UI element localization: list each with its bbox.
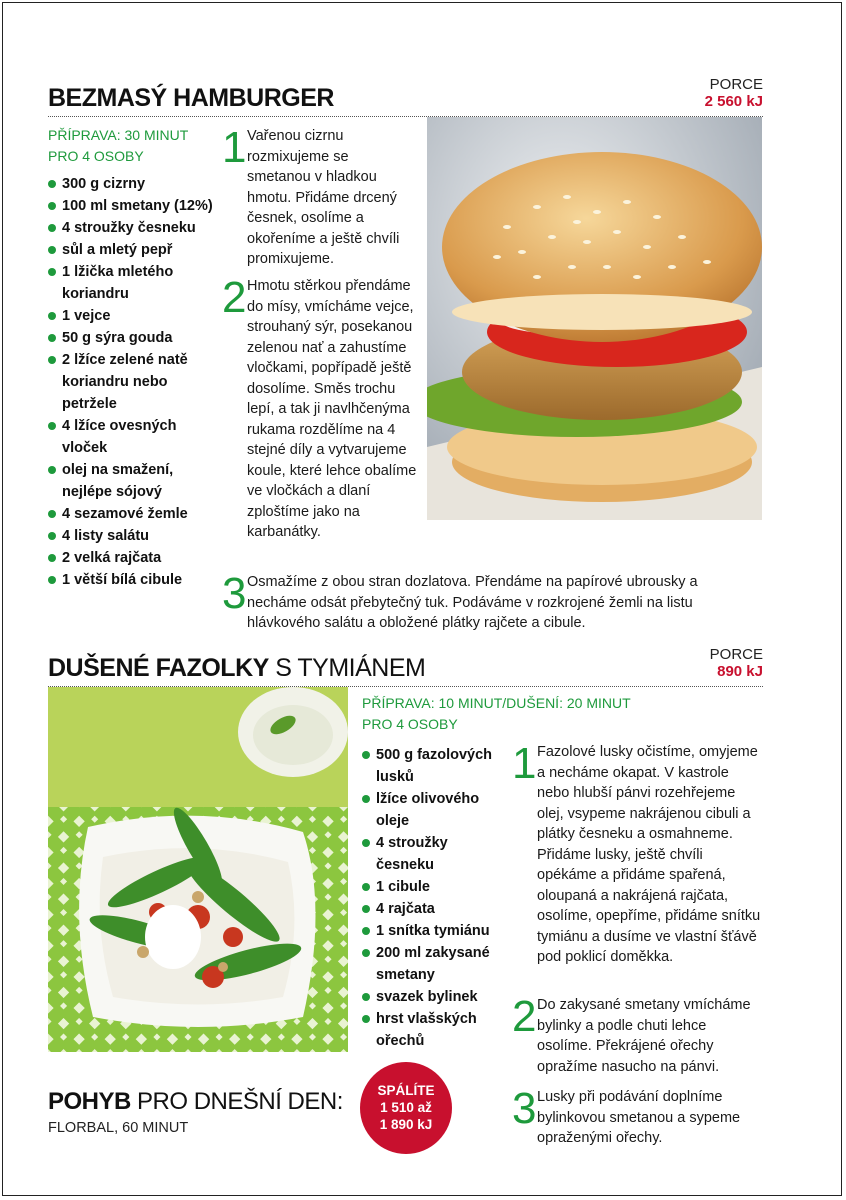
recipe1-prep: PŘÍPRAVA: 30 MINUT [48, 127, 189, 143]
ingredient-item: 1 snítka tymiánu [362, 920, 502, 942]
burger-photo [427, 117, 762, 520]
pohyb-title [48, 1088, 343, 1116]
ingredient-item: 2 velká rajčata [48, 547, 213, 569]
ingredient-item: 4 stroužky česneku [362, 832, 502, 876]
recipe1-ingredients [48, 173, 213, 591]
green-beans-photo [48, 687, 348, 1052]
recipe1-step1-text: Vařenou cizrnu rozmixujeme se smetanou v hladkou hmotu. Přidáme drcený česnek, osolíme a okořeníme a ještě chvíli promixujeme. [247, 128, 400, 267]
ingredient-item: olej na smažení, nejlépe sójový [48, 459, 213, 503]
recipe1-step3-text: Osmažíme z obou stran dozlatova. Přendáme na papírové ubrousky a necháme odsát přebytečný tuk. Podáváme v rozkrojené žemli na listu hlávkového salátu a obložené plátky rajčete a cibule. [247, 574, 698, 631]
recipe1-step2-text: Hmotu stěrkou přendáme do mísy, vmícháme vejce, strouhaný sýr, posekanou zelenou nať a zahustíme vločkami, popřípadě ještě dosolíme. Směs trochu lepí, a tak ji navlhčenýma rukama rozdělíme na 4 stejné díly a vytvarujeme koule, které lehce obalíme ve vločkách a dlaní zploštíme jako na karbanátky. [247, 278, 417, 540]
recipe2-title [48, 654, 425, 683]
ingredient-item: 4 stroužky česneku [48, 217, 213, 239]
ingredient-item: 4 listy salátu [48, 525, 213, 547]
burger-illustration [427, 117, 762, 520]
ingredient-item: 1 lžička mletého koriandru [48, 261, 213, 305]
recipe2-porce-label: PORCE [709, 646, 763, 663]
ingredient-item: 1 cibule [362, 876, 502, 898]
recipe1-step1-number: 1 [222, 123, 247, 172]
badge-line3: 1 890 kJ [379, 1117, 433, 1132]
recipe2-title-light: S TYMIÁNEM [268, 654, 426, 682]
recipe1-porce-label: PORCE [709, 76, 763, 93]
badge-line1: SPÁLÍTE [377, 1083, 435, 1098]
ingredient-item: 50 g sýra gouda [48, 327, 213, 349]
recipe2-ingredients [362, 744, 502, 1052]
recipe2-step2-number: 2 [512, 992, 537, 1041]
ingredient-item: 300 g cizrny [48, 173, 213, 195]
pohyb-title-bold: POHYB [48, 1088, 131, 1115]
recipe2-porce [710, 646, 763, 680]
recipe2-step3-number: 3 [512, 1084, 537, 1133]
recipe1-step3-number: 3 [222, 569, 247, 618]
recipe2-title-bold: DUŠENÉ FAZOLKY [48, 654, 269, 682]
recipe2-servings: PRO 4 OSOBY [362, 716, 458, 732]
ingredient-item: 100 ml smetany (12%) [48, 195, 213, 217]
ingredient-item: 4 rajčata [362, 898, 502, 920]
recipe2-step1-number: 1 [512, 739, 537, 788]
recipe2-porce-value: 890 kJ [717, 663, 763, 680]
recipe2-step1-text: Fazolové lusky očistíme, omyjeme a necháme okapat. V kastrole nebo hlubší pánvi rozehřejeme olej, vsypeme nakrájenou cibuli a plátky česneku a osmahneme. Přidáme lusky, ještě chvíli opékáme a přidáme spařená, oloupaná a nakrájená rajčata, osolíme, opepříme, přidáme snítku tymiánu a dusíme ve vlastní šťávě pod poklicí doměkka. [537, 744, 761, 965]
recipe1-step2-number: 2 [222, 273, 247, 322]
recipe1-title: BEZMASÝ HAMBURGER [48, 84, 334, 112]
ingredient-item: 500 g fazolových lusků [362, 744, 502, 788]
ingredient-item: hrst vlašských ořechů [362, 1008, 502, 1052]
green-beans-illustration [48, 687, 348, 1052]
recipe1-servings: PRO 4 OSOBY [48, 148, 144, 164]
ingredient-item: 2 lžíce zelené natě koriandru nebo petržele [48, 349, 213, 415]
ingredient-item: 4 sezamové žemle [48, 503, 213, 525]
recipe2-step2-text: Do zakysané smetany vmícháme bylinky a podle chuti lehce osolíme. Překrájené ořechy opražíme nasucho na pánvi. [537, 997, 751, 1075]
ingredient-item: 200 ml zakysané smetany [362, 942, 502, 986]
recipe2-prep-block [362, 693, 662, 735]
ingredient-item: lžíce olivového oleje [362, 788, 502, 832]
pohyb-activity: FLORBAL, 60 MINUT [48, 1120, 189, 1136]
ingredient-item: 4 lžíce ovesných vloček [48, 415, 213, 459]
recipe2-step3-text: Lusky při podávání doplníme bylinkovou smetanou a sypeme opraženými ořechy. [537, 1089, 741, 1146]
calorie-badge [360, 1062, 452, 1154]
recipe2-prep: PŘÍPRAVA: 10 MINUT/DUŠENÍ: 20 MINUT [362, 695, 631, 711]
badge-line2: 1 510 až [380, 1100, 432, 1115]
recipe1-prep-block [48, 125, 218, 167]
ingredient-item: 1 větší bílá cibule [48, 569, 213, 591]
ingredient-item: svazek bylinek [362, 986, 502, 1008]
pohyb-title-light: PRO DNEŠNÍ DEN: [130, 1088, 343, 1115]
recipe1-porce [705, 76, 763, 110]
ingredient-item: 1 vejce [48, 305, 213, 327]
ingredient-item: sůl a mletý pepř [48, 239, 213, 261]
recipe1-porce-value: 2 560 kJ [704, 93, 763, 110]
